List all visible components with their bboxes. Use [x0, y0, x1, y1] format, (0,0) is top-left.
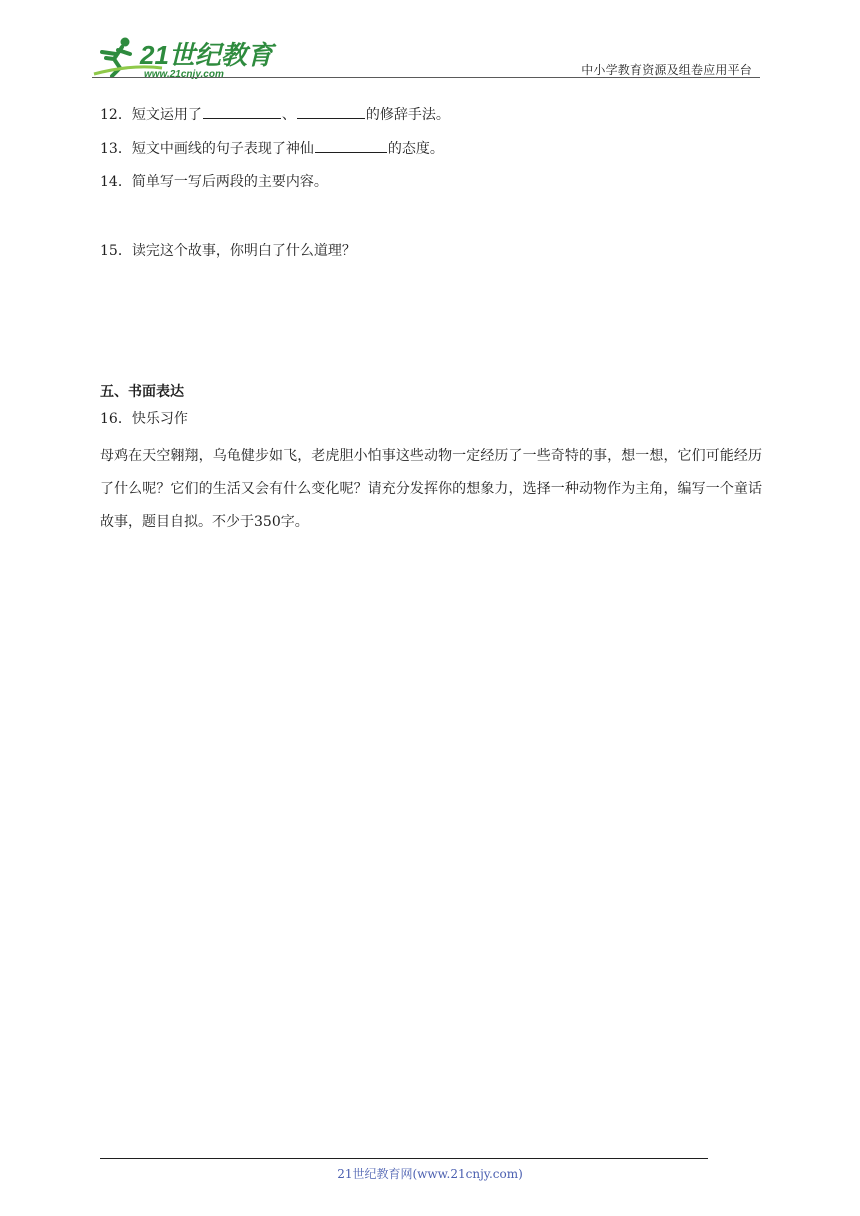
- question-13-prefix: 13．短文中画线的句子表现了神仙: [100, 141, 314, 157]
- question-13-suffix: 的态度。: [387, 141, 444, 157]
- footer-text[interactable]: 21世纪教育网(www.21cnjy.com): [337, 1167, 523, 1181]
- question-14: 14．简单写一写后两段的主要内容。: [100, 174, 328, 190]
- question-12-suffix: 的修辞手法。: [365, 107, 450, 123]
- question-13: [100, 139, 444, 159]
- answer-blank-13[interactable]: [315, 139, 387, 153]
- question-12: [100, 105, 450, 125]
- runner-logo-icon: [92, 34, 273, 80]
- header-divider: [92, 77, 760, 78]
- writing-prompt-paragraph: 母鸡在天空翱翔，乌龟健步如飞，老虎胆小怕事这些动物一定经历了一些奇特的事，想一想，它们可能经历了什么呢？它们的生活又会有什么变化呢？请充分发挥你的想象力，选择一种动物作为主角，编写一个童话故事，题目自拟。不少于350字。: [100, 448, 762, 530]
- section-title: 五、书面表达: [100, 384, 184, 400]
- answer-blank-12b[interactable]: [297, 105, 365, 119]
- logo: [92, 34, 273, 80]
- question-16-title: 16．快乐习作: [100, 411, 188, 427]
- question-12-prefix: 12．短文运用了: [100, 107, 202, 123]
- question-15: 15．读完这个故事，你明白了什么道理？: [100, 243, 356, 259]
- answer-blank-12a[interactable]: [203, 105, 281, 119]
- question-12-separator: 、: [281, 107, 296, 123]
- header-platform-name: 中小学教育资源及组卷应用平台: [581, 63, 752, 77]
- logo-url-text: www.21cnjy.com: [144, 69, 224, 80]
- footer-divider: [100, 1158, 708, 1159]
- page-header: [92, 30, 760, 82]
- logo-text: 21世纪教育: [140, 40, 273, 70]
